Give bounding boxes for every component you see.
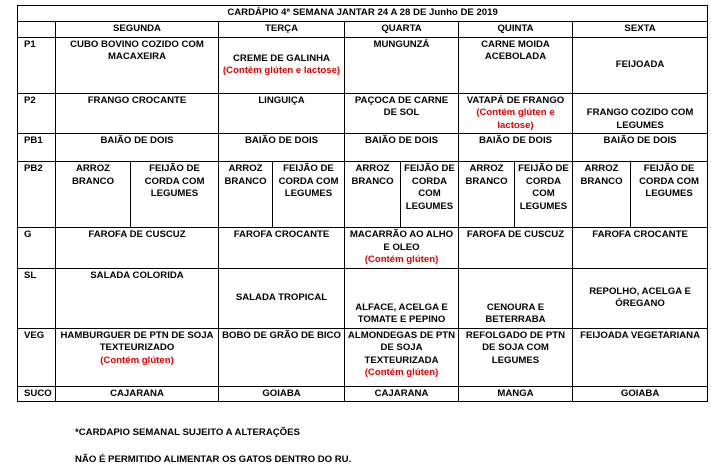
pb2-segunda-feijao: FEIJÃO DE CORDA COM LEGUMES [131,162,219,228]
row-p2 [18,93,708,134]
row-label-p2: P2 [18,93,56,134]
p1-terca [219,37,345,93]
day-header-sexta: SEXTA [573,21,708,37]
veg-sexta [573,328,708,386]
footer-note-cats: NÃO É PERMITIDO ALIMENTAR OS GATOS DENTRO DO RU. [75,454,352,465]
pb1-segunda: BAIÃO DE DOIS [56,134,219,162]
menu-table [17,5,708,402]
pb2-terca-feijao: FEIJÃO DE CORDA COM LEGUMES [273,162,345,228]
veg-quinta [459,328,573,386]
row-label-suco: SUCO [18,386,56,402]
g-sexta [573,228,708,269]
footer-note-alterations: *CARDAPIO SEMANAL SUJEITO A ALTERAÇÕES [75,427,300,438]
p2-sexta [573,93,708,134]
sl-quarta: ALFACE, ACELGA E TOMATE E PEPINO [345,268,459,328]
allergen-note: (Contém glúten) [364,367,439,378]
row-pb2 [18,162,708,228]
suco-quinta: MANGA [459,386,573,402]
dish: CARNE MOIDA ACEBOLADA [481,38,550,62]
dish: REFOLGADO DE PTN DE SOJA COM LEGUMES [465,329,566,366]
days-header-row [18,21,708,37]
veg-quarta [345,328,459,386]
dish: VATAPÁ DE FRANGO [466,94,565,106]
p1-segunda [56,37,219,93]
suco-quarta: CAJARANA [345,386,459,402]
dish: HAMBURGUER DE PTN DE SOJA TEXTEURIZADO [60,329,214,353]
p2-segunda [56,93,219,134]
pb2-quarta-feijao: FEIJÃO DE CORDA COM LEGUMES [401,162,459,228]
pb2-quarta-arroz: ARROZ BRANCO [345,162,401,228]
day-header-quinta: QUINTA [459,21,573,37]
dish: FEIJOADA VEGETARIANA [580,329,701,341]
pb1-sexta: BAIÃO DE DOIS [573,134,708,162]
row-sl [18,268,708,328]
sl-sexta: REPOLHO, ACELGA E ÓREGANO [573,268,708,328]
pb2-terca-arroz: ARROZ BRANCO [219,162,273,228]
p1-quinta [459,37,573,93]
day-header-segunda: SEGUNDA [56,21,219,37]
row-label-sl: SL [18,268,56,328]
dish: CUBO BOVINO COZIDO COM MACAXEIRA [70,38,204,62]
sl-terca: SALADA TROPICAL [219,268,345,328]
suco-terca: GOIABA [219,386,345,402]
p1-quarta [345,37,459,93]
allergen-note: (Contém glúten) [364,254,439,265]
dish: FAROFA CROCANTE [233,229,330,240]
veg-terca [219,328,345,386]
suco-segunda: CAJARANA [56,386,219,402]
veg-segunda [56,328,219,386]
dish: FAROFA DE CUSCUZ [88,229,186,240]
allergen-note: (Contém glúten) [100,354,174,366]
pb1-terca: BAIÃO DE DOIS [219,134,345,162]
p2-quinta [459,93,573,134]
dish: LINGUIÇA [258,94,305,106]
dish: FRANGO COZIDO COM LEGUMES [586,107,694,131]
row-veg [18,328,708,386]
pb1-quinta: BAIÃO DE DOIS [459,134,573,162]
sl-segunda: SALADA COLORIDA [56,268,219,328]
dish: PAÇOCA DE CARNE DE SOL [354,94,449,118]
g-quarta [345,228,459,269]
row-label-pb1: PB1 [18,134,56,162]
p2-quarta [345,93,459,134]
g-terca [219,228,345,269]
sl-quinta: CENOURA E BETERRABA [459,268,573,328]
suco-sexta: GOIABA [573,386,708,402]
corner-cell [18,21,56,37]
g-quinta [459,228,573,269]
row-label-g: G [18,228,56,269]
g-segunda [56,228,219,269]
pb2-quinta-arroz: ARROZ BRANCO [459,162,515,228]
allergen-note: (Contém glúten e lactose) [222,65,341,76]
pb2-sexta-arroz: ARROZ BRANCO [573,162,631,228]
dish: FAROFA DE CUSCUZ [466,229,565,240]
dish: FRANGO CROCANTE [87,94,187,106]
dish: FAROFA CROCANTE [592,229,688,240]
pb2-sexta-feijao: FEIJÃO DE CORDA COM LEGUMES [631,162,708,228]
day-header-terca: TERÇA [219,21,345,37]
row-pb1 [18,134,708,162]
dish: MACARRÃO AO ALHO E OLEO [349,229,454,253]
dish: ALMONDEGAS DE PTN DE SOJA TEXTEURIZADA [347,329,456,366]
dish: FEIJOADA [615,58,665,70]
dish: MUNGUNZÁ [373,38,430,50]
pb2-segunda-arroz: ARROZ BRANCO [56,162,131,228]
menu-title: CARDÁPIO 4ª SEMANA JANTAR 24 A 28 DE Junho DE 2019 [18,6,708,22]
row-label-pb2: PB2 [18,162,56,228]
dish: CREME DE GALINHA [232,52,330,64]
pb2-quinta-feijao: FEIJÃO DE CORDA COM LEGUMES [515,162,573,228]
row-g [18,228,708,269]
pb1-quarta: BAIÃO DE DOIS [345,134,459,162]
p2-terca [219,93,345,134]
p1-sexta [573,37,708,93]
row-p1 [18,37,708,93]
dish: BOBO DE GRÃO DE BICO [222,329,341,341]
row-suco [18,386,708,402]
row-label-veg: VEG [18,328,56,386]
day-header-quarta: QUARTA [345,21,459,37]
row-label-p1: P1 [18,37,56,93]
allergen-note: (Contém glúten e lactose) [476,107,555,131]
